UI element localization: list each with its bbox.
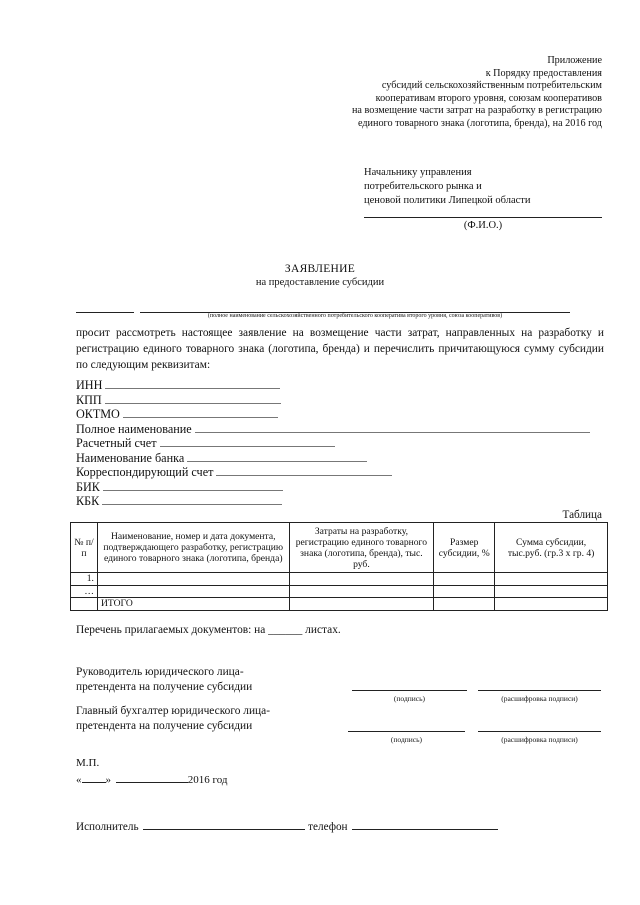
requisite-label: Полное наименование bbox=[76, 422, 192, 436]
requisite-label: ИНН bbox=[76, 378, 103, 392]
requisite-label: КБК bbox=[76, 494, 100, 508]
bank-name-field[interactable] bbox=[187, 450, 367, 462]
executor-label: Исполнитель bbox=[76, 821, 139, 833]
table-cell[interactable] bbox=[434, 585, 495, 598]
table-cell[interactable] bbox=[434, 598, 495, 611]
account-field[interactable] bbox=[160, 435, 335, 447]
decode-caption: (расшифровка подписи) bbox=[501, 694, 578, 703]
date-row bbox=[76, 771, 228, 786]
appendix-line: единого товарного знака (логотипа, бренда), на 2016 год bbox=[357, 117, 602, 129]
stamp-place-label: М.П. bbox=[76, 757, 100, 769]
requisite-label: БИК bbox=[76, 480, 100, 494]
column-header: Размер субсидии, % bbox=[434, 523, 495, 573]
column-header: Затраты на разработку, регистрацию единого товарного знака (логотипа, бренда), тыс. руб. bbox=[289, 523, 434, 573]
oktmo-field[interactable] bbox=[123, 406, 278, 418]
requisite-row bbox=[76, 435, 335, 450]
accountant-signature-field[interactable] bbox=[348, 731, 465, 732]
signer-accountant bbox=[76, 704, 270, 733]
attached-docs-text: Перечень прилагаемых документов: на ______ листах. bbox=[76, 624, 341, 636]
table-header-row bbox=[71, 523, 608, 573]
date-open-quote: « bbox=[76, 774, 82, 786]
table-total-row bbox=[71, 598, 608, 611]
appendix-line: Приложение bbox=[547, 55, 602, 66]
table-cell[interactable] bbox=[97, 573, 289, 586]
phone-field[interactable] bbox=[352, 818, 498, 830]
kpp-field[interactable] bbox=[105, 392, 281, 404]
year-label: 2016 год bbox=[187, 774, 228, 786]
month-field[interactable] bbox=[116, 771, 188, 783]
table-cell[interactable] bbox=[97, 585, 289, 598]
table-cell[interactable] bbox=[289, 573, 434, 586]
table-row bbox=[71, 573, 608, 586]
table-cell[interactable] bbox=[495, 598, 608, 611]
requisite-row bbox=[76, 450, 367, 465]
requisite-row bbox=[76, 377, 280, 392]
executor-row bbox=[76, 818, 498, 833]
appendix-line: на возмещение части затрат на разработку в регистрацию bbox=[351, 105, 602, 117]
subsidy-table bbox=[70, 522, 608, 611]
requisite-label: Корреспондирующий счет bbox=[76, 465, 214, 479]
inn-field[interactable] bbox=[105, 377, 280, 389]
column-header: Наименование, номер и дата документа, подтверждающего разработку, регистрацию единого товарного знака (логотипа, бренда) bbox=[97, 523, 289, 573]
appendix-block bbox=[352, 55, 602, 131]
org-name-field-start[interactable] bbox=[76, 312, 134, 313]
column-header: Сумма субсидии, тыс.руб. (гр.3 х гр. 4) bbox=[495, 523, 608, 573]
corr-account-field[interactable] bbox=[216, 464, 392, 476]
date-close-quote: » bbox=[105, 774, 111, 786]
table-cell bbox=[71, 598, 98, 611]
fio-field[interactable] bbox=[364, 217, 602, 218]
fio-label: (Ф.И.О.) bbox=[463, 220, 503, 231]
head-signature-field[interactable] bbox=[352, 690, 467, 691]
kbk-field[interactable] bbox=[102, 493, 282, 505]
table-row bbox=[71, 585, 608, 598]
requisite-row bbox=[76, 421, 590, 436]
signer-title-line: претендента на получение субсидии bbox=[76, 719, 253, 732]
org-name-caption: (полное наименование сельскохозяйственного потребительского кооператива второго уровня, союза кооперативов) bbox=[207, 313, 503, 319]
full-name-field[interactable] bbox=[195, 421, 590, 433]
addressee-line: ценовой политики Липецкой области bbox=[364, 195, 531, 206]
table-cell[interactable] bbox=[495, 585, 608, 598]
table-cell[interactable] bbox=[495, 573, 608, 586]
addressee-line: Начальнику управления bbox=[364, 167, 472, 178]
appendix-line: субсидий сельскохозяйственным потребительским bbox=[381, 80, 602, 92]
addressee-line: потребительского рынка и bbox=[364, 181, 482, 192]
table-cell[interactable] bbox=[289, 598, 434, 611]
head-signature-decode-field[interactable] bbox=[478, 690, 601, 691]
requisite-row bbox=[76, 479, 283, 494]
table-caption: Таблица bbox=[562, 509, 602, 521]
bik-field[interactable] bbox=[103, 479, 283, 491]
appendix-line: к Порядку предоставления bbox=[485, 67, 602, 79]
phone-label: телефон bbox=[308, 821, 348, 833]
total-label: ИТОГО bbox=[97, 598, 289, 611]
document-subtitle: на предоставление субсидии bbox=[255, 277, 385, 288]
requisite-row bbox=[76, 392, 281, 407]
document-title: ЗАЯВЛЕНИЕ bbox=[284, 263, 356, 275]
signer-title-line: претендента на получение субсидии bbox=[76, 680, 253, 693]
signer-title-line: Руководитель юридического лица- bbox=[76, 666, 244, 678]
signature-caption: (подпись) bbox=[390, 735, 423, 744]
decode-caption: (расшифровка подписи) bbox=[501, 735, 578, 744]
requisite-label: ОКТМО bbox=[76, 407, 120, 421]
request-paragraph: просит рассмотреть настоящее заявление на возмещение части затрат, направленных на разработку и регистрацию единого товарного знака (логотипа, бренда) и перечислить причитающуюся сумму субсидии по следующим реквизитам: bbox=[76, 327, 604, 371]
table-cell[interactable] bbox=[289, 585, 434, 598]
column-header: № п/п bbox=[71, 523, 98, 573]
signature-caption: (подпись) bbox=[393, 694, 426, 703]
executor-name-field[interactable] bbox=[143, 818, 305, 830]
appendix-line: кооперативам второго уровня, союзам кооперативов bbox=[375, 92, 602, 104]
requisite-row bbox=[76, 493, 282, 508]
requisite-label: Наименование банка bbox=[76, 451, 185, 465]
signer-head bbox=[76, 665, 252, 694]
table-cell[interactable] bbox=[434, 573, 495, 586]
addressee-block bbox=[364, 166, 530, 208]
requisite-label: Расчетный счет bbox=[76, 436, 157, 450]
requisite-row bbox=[76, 464, 392, 479]
signer-title-line: Главный бухгалтер юридического лица- bbox=[76, 705, 271, 717]
requisite-label: КПП bbox=[76, 393, 102, 407]
table-cell: … bbox=[71, 585, 98, 598]
day-field[interactable] bbox=[82, 771, 106, 783]
accountant-signature-decode-field[interactable] bbox=[478, 731, 601, 732]
requisite-row bbox=[76, 406, 278, 421]
table-cell: 1. bbox=[71, 573, 98, 586]
